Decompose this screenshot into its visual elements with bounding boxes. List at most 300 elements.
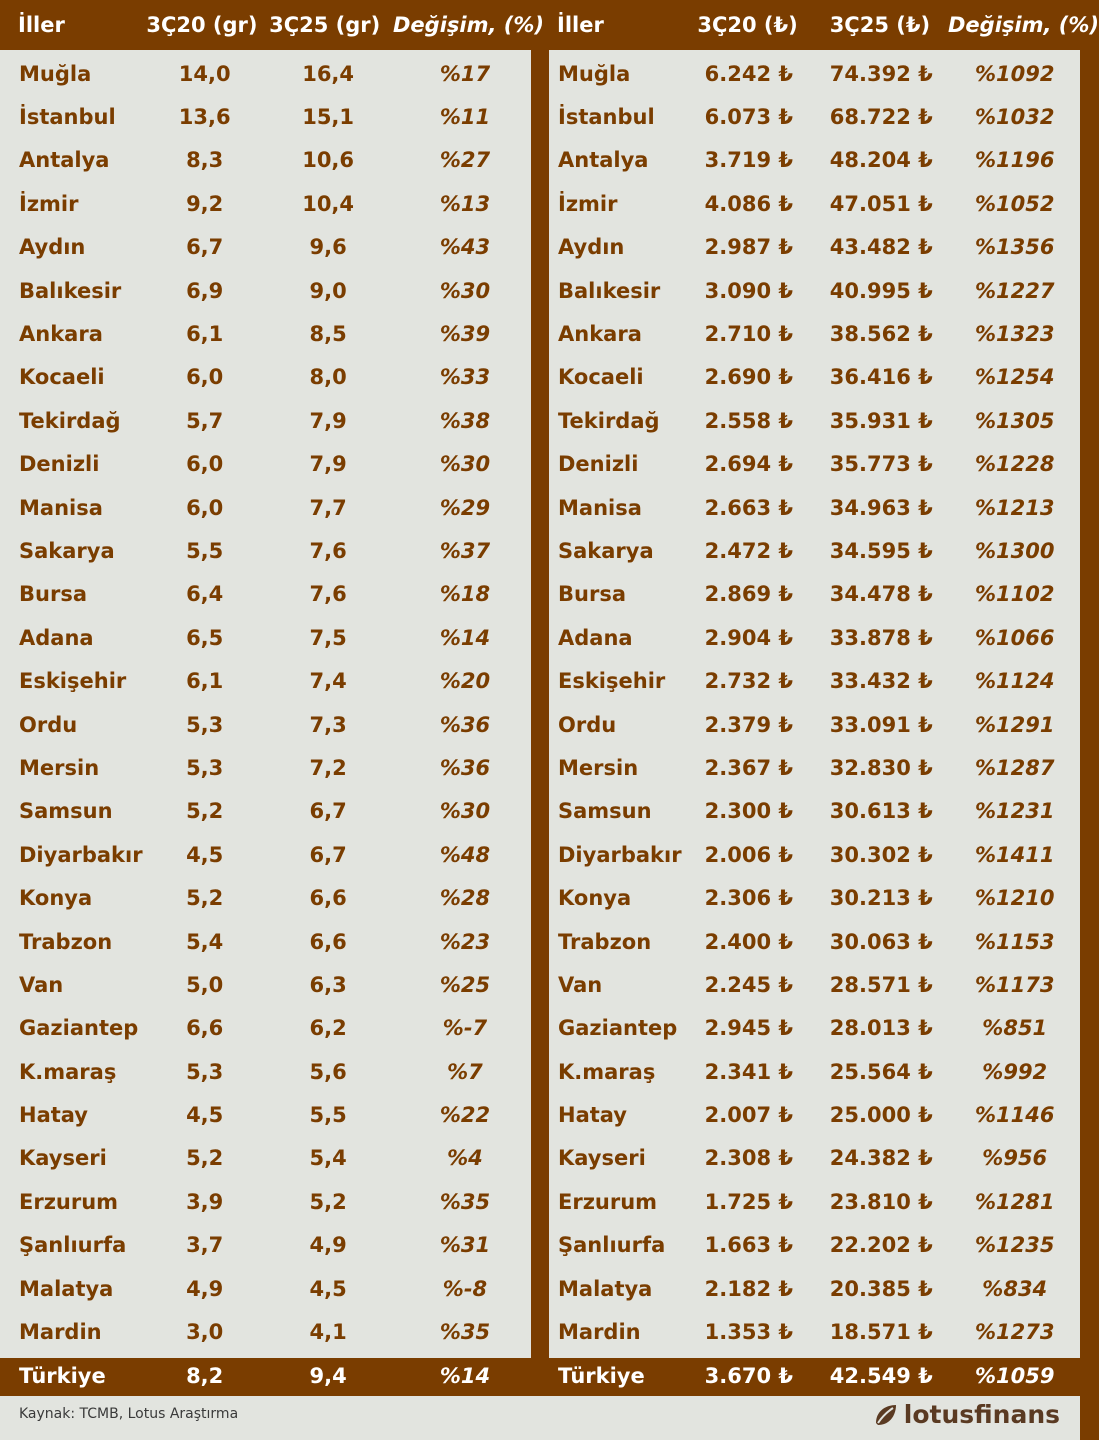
table-row [549, 139, 1080, 182]
city-cell: Adana [19, 625, 94, 650]
change-cell: %1300 [975, 538, 1055, 563]
header-cell: Değişim, (%) [393, 13, 545, 37]
value-cell: 10,4 [302, 191, 355, 216]
total-value: 42.549 ₺ [829, 1364, 933, 1388]
value-cell: 7,2 [309, 755, 347, 780]
table-row [0, 52, 531, 95]
change-cell: %1231 [975, 799, 1055, 824]
change-cell: %43 [439, 235, 491, 260]
change-cell: %1281 [975, 1189, 1055, 1214]
value-cell: 7,3 [309, 712, 347, 737]
change-cell: %-8 [442, 1276, 488, 1301]
value-cell: 28.013 ₺ [829, 1016, 933, 1041]
table-row [0, 833, 531, 876]
value-cell: 5,2 [186, 1146, 224, 1171]
change-cell: %48 [439, 842, 491, 867]
change-cell: %36 [439, 755, 491, 780]
value-cell: 74.392 ₺ [829, 61, 933, 86]
change-cell: %-7 [442, 1016, 488, 1041]
change-cell: %25 [439, 972, 491, 997]
table-row [0, 659, 531, 702]
city-cell: Muğla [19, 61, 92, 86]
change-cell: %1235 [975, 1233, 1055, 1258]
value-cell: 30.063 ₺ [829, 929, 933, 954]
value-cell: 5,7 [186, 408, 224, 433]
value-cell: 33.091 ₺ [829, 712, 933, 737]
change-cell: %31 [439, 1233, 491, 1258]
change-cell: %35 [439, 1189, 491, 1214]
value-cell: 4,5 [309, 1276, 347, 1301]
table-row [0, 1224, 531, 1267]
city-cell: Malatya [19, 1276, 114, 1301]
city-cell: Ankara [558, 322, 642, 347]
city-cell: İstanbul [19, 105, 116, 130]
change-cell: %18 [439, 582, 491, 607]
change-cell: %28 [439, 886, 491, 911]
value-cell: 6,2 [309, 1016, 347, 1041]
city-cell: Kocaeli [19, 365, 105, 390]
city-cell: K.maraş [558, 1059, 656, 1084]
value-cell: 6,3 [309, 972, 347, 997]
table-row [549, 746, 1080, 789]
change-cell: %1196 [975, 148, 1055, 173]
table-row [549, 52, 1080, 95]
change-cell: %11 [439, 105, 491, 130]
value-cell: 5,0 [186, 972, 224, 997]
value-cell: 1.353 ₺ [704, 1320, 793, 1345]
value-cell: 5,2 [186, 799, 224, 824]
table-row [549, 790, 1080, 833]
value-cell: 6.242 ₺ [704, 61, 793, 86]
table-row [549, 399, 1080, 442]
table-row [0, 226, 531, 269]
table-row [549, 182, 1080, 225]
table-row [0, 1310, 531, 1353]
city-cell: Eskişehir [19, 669, 127, 694]
left-total-row [0, 1358, 531, 1394]
value-cell: 5,3 [186, 1059, 224, 1084]
city-cell: Hatay [558, 1103, 627, 1128]
table-row [0, 573, 531, 616]
table-row [549, 1180, 1080, 1223]
value-cell: 2.710 ₺ [704, 322, 793, 347]
value-cell: 4,1 [309, 1320, 347, 1345]
city-cell: Gaziantep [19, 1016, 139, 1041]
change-cell: %22 [439, 1103, 491, 1128]
value-cell: 5,4 [186, 929, 224, 954]
table-row [549, 226, 1080, 269]
city-cell: Konya [558, 886, 632, 911]
table-row [0, 1007, 531, 1050]
change-cell: %1213 [975, 495, 1055, 520]
change-cell: %1173 [975, 972, 1055, 997]
value-cell: 2.367 ₺ [704, 755, 793, 780]
right-table-header [549, 0, 1099, 50]
total-value: 8,2 [186, 1364, 224, 1388]
city-cell: Şanlıurfa [558, 1233, 666, 1258]
change-cell: %1228 [975, 452, 1055, 477]
table-row [0, 963, 531, 1006]
value-cell: 9,2 [186, 191, 224, 216]
table-row [549, 659, 1080, 702]
city-cell: Samsun [19, 799, 113, 824]
total-city: Türkiye [558, 1364, 645, 1388]
change-cell: %1102 [975, 582, 1055, 607]
value-cell: 7,5 [309, 625, 347, 650]
value-cell: 4,9 [186, 1276, 224, 1301]
table-row [549, 95, 1080, 138]
city-cell: Samsun [558, 799, 652, 824]
city-cell: Mersin [558, 755, 639, 780]
change-cell: %33 [439, 365, 491, 390]
table-row [0, 1180, 531, 1223]
change-cell: %14 [439, 625, 491, 650]
change-cell: %30 [439, 799, 491, 824]
city-cell: İstanbul [558, 105, 655, 130]
table-row [549, 312, 1080, 355]
value-cell: 15,1 [302, 105, 355, 130]
change-cell: %956 [982, 1146, 1048, 1171]
table-row [549, 1224, 1080, 1267]
value-cell: 2.308 ₺ [704, 1146, 793, 1171]
city-cell: Aydın [558, 235, 625, 260]
table-row [0, 790, 531, 833]
city-cell: Kayseri [19, 1146, 107, 1171]
value-cell: 1.663 ₺ [704, 1233, 793, 1258]
table-row [549, 573, 1080, 616]
city-cell: Şanlıurfa [19, 1233, 127, 1258]
value-cell: 47.051 ₺ [829, 191, 933, 216]
value-cell: 5,5 [186, 538, 224, 563]
value-cell: 2.245 ₺ [704, 972, 793, 997]
city-cell: Van [558, 972, 603, 997]
value-cell: 30.613 ₺ [829, 799, 933, 824]
table-row [0, 182, 531, 225]
change-cell: %36 [439, 712, 491, 737]
change-cell: %1287 [975, 755, 1055, 780]
value-cell: 2.558 ₺ [704, 408, 793, 433]
city-cell: Denizli [558, 452, 639, 477]
city-cell: Erzurum [558, 1189, 658, 1214]
value-cell: 40.995 ₺ [829, 278, 933, 303]
table-row [549, 920, 1080, 963]
value-cell: 6,7 [309, 799, 347, 824]
change-cell: %7 [447, 1059, 483, 1084]
city-cell: Sakarya [19, 538, 115, 563]
city-cell: Antalya [558, 148, 649, 173]
value-cell: 6,4 [186, 582, 224, 607]
value-cell: 28.571 ₺ [829, 972, 933, 997]
value-cell: 5,2 [309, 1189, 347, 1214]
table-row [549, 1137, 1080, 1180]
city-cell: Antalya [19, 148, 110, 173]
city-cell: Eskişehir [558, 669, 666, 694]
value-cell: 2.732 ₺ [704, 669, 793, 694]
value-cell: 2.945 ₺ [704, 1016, 793, 1041]
change-cell: %39 [439, 322, 491, 347]
value-cell: 1.725 ₺ [704, 1189, 793, 1214]
total-value: 9,4 [309, 1364, 347, 1388]
table-row [0, 443, 531, 486]
city-cell: Trabzon [19, 929, 113, 954]
value-cell: 2.006 ₺ [704, 842, 793, 867]
city-cell: Malatya [558, 1276, 653, 1301]
table-row [0, 920, 531, 963]
value-cell: 2.694 ₺ [704, 452, 793, 477]
city-cell: Sakarya [558, 538, 654, 563]
value-cell: 33.432 ₺ [829, 669, 933, 694]
value-cell: 2.904 ₺ [704, 625, 793, 650]
change-cell: %1305 [975, 408, 1055, 433]
city-cell: Trabzon [558, 929, 652, 954]
table-row [549, 1310, 1080, 1353]
change-cell: %992 [982, 1059, 1048, 1084]
value-cell: 6,6 [309, 929, 347, 954]
table-row [0, 1093, 531, 1136]
value-cell: 4,5 [186, 1103, 224, 1128]
value-cell: 22.202 ₺ [829, 1233, 933, 1258]
table-row [0, 1050, 531, 1093]
value-cell: 48.204 ₺ [829, 148, 933, 173]
value-cell: 20.385 ₺ [829, 1276, 933, 1301]
table-row [549, 1050, 1080, 1093]
value-cell: 4,5 [186, 842, 224, 867]
table-row [549, 443, 1080, 486]
city-cell: Bursa [558, 582, 626, 607]
value-cell: 25.564 ₺ [829, 1059, 933, 1084]
city-cell: Tekirdağ [19, 408, 121, 433]
value-cell: 7,4 [309, 669, 347, 694]
value-cell: 7,9 [309, 452, 347, 477]
value-cell: 5,5 [309, 1103, 347, 1128]
header-cell: Değişim, (%) [948, 13, 1099, 37]
value-cell: 9,6 [309, 235, 347, 260]
table-row [0, 356, 531, 399]
value-cell: 2.690 ₺ [704, 365, 793, 390]
brand-logo [872, 1400, 1060, 1429]
value-cell: 6,7 [186, 235, 224, 260]
value-cell: 2.663 ₺ [704, 495, 793, 520]
value-cell: 34.478 ₺ [829, 582, 933, 607]
city-cell: Mersin [19, 755, 100, 780]
value-cell: 36.416 ₺ [829, 365, 933, 390]
table-row [0, 529, 531, 572]
city-cell: Van [19, 972, 64, 997]
value-cell: 38.562 ₺ [829, 322, 933, 347]
city-cell: Kayseri [558, 1146, 646, 1171]
total-value: 3.670 ₺ [704, 1364, 793, 1388]
value-cell: 2.472 ₺ [704, 538, 793, 563]
change-cell: %1153 [975, 929, 1055, 954]
table-row [0, 746, 531, 789]
change-cell: %1052 [975, 191, 1055, 216]
value-cell: 33.878 ₺ [829, 625, 933, 650]
city-cell: Balıkesir [19, 278, 122, 303]
table-row [0, 312, 531, 355]
value-cell: 14,0 [178, 61, 231, 86]
city-cell: K.maraş [19, 1059, 117, 1084]
value-cell: 6,0 [186, 495, 224, 520]
left-table-body [0, 52, 531, 1354]
value-cell: 6,6 [186, 1016, 224, 1041]
right-total-row [549, 1358, 1080, 1394]
city-cell: Manisa [558, 495, 642, 520]
change-cell: %1032 [975, 105, 1055, 130]
city-cell: Mardin [19, 1320, 102, 1345]
value-cell: 5,3 [186, 755, 224, 780]
value-cell: 2.007 ₺ [704, 1103, 793, 1128]
table-row [0, 95, 531, 138]
value-cell: 5,6 [309, 1059, 347, 1084]
change-cell: %1124 [975, 669, 1055, 694]
total-change: %14 [439, 1364, 491, 1388]
city-cell: Aydın [19, 235, 86, 260]
change-cell: %30 [439, 278, 491, 303]
right-table-body [549, 52, 1080, 1354]
logo-text: lotusfinans [903, 1400, 1060, 1429]
value-cell: 16,4 [302, 61, 355, 86]
city-cell: Denizli [19, 452, 100, 477]
value-cell: 3,0 [186, 1320, 224, 1345]
lotus-leaf-icon [872, 1401, 900, 1429]
value-cell: 13,6 [178, 105, 231, 130]
value-cell: 34.963 ₺ [829, 495, 933, 520]
value-cell: 6,7 [309, 842, 347, 867]
city-cell: Diyarbakır [558, 842, 682, 867]
table-row [549, 876, 1080, 919]
table-row [549, 616, 1080, 659]
value-cell: 8,3 [186, 148, 224, 173]
city-cell: Ordu [558, 712, 617, 737]
value-cell: 6,5 [186, 625, 224, 650]
table-row [0, 616, 531, 659]
value-cell: 7,6 [309, 582, 347, 607]
value-cell: 2.300 ₺ [704, 799, 793, 824]
table-row [549, 1267, 1080, 1310]
value-cell: 6,1 [186, 322, 224, 347]
value-cell: 3,9 [186, 1189, 224, 1214]
city-cell: Adana [558, 625, 633, 650]
change-cell: %17 [439, 61, 491, 86]
change-cell: %1254 [975, 365, 1055, 390]
table-row [0, 399, 531, 442]
value-cell: 8,5 [309, 322, 347, 347]
change-cell: %1092 [975, 61, 1055, 86]
value-cell: 34.595 ₺ [829, 538, 933, 563]
value-cell: 30.302 ₺ [829, 842, 933, 867]
header-cell: 3Ç20 (gr) [146, 13, 258, 37]
change-cell: %1323 [975, 322, 1055, 347]
city-cell: Ordu [19, 712, 78, 737]
value-cell: 7,6 [309, 538, 347, 563]
change-cell: %1210 [975, 886, 1055, 911]
city-cell: İzmir [19, 191, 79, 216]
value-cell: 24.382 ₺ [829, 1146, 933, 1171]
value-cell: 3.090 ₺ [704, 278, 793, 303]
header-cell: 3Ç25 (gr) [269, 13, 381, 37]
value-cell: 2.341 ₺ [704, 1059, 793, 1084]
change-cell: %13 [439, 191, 491, 216]
city-cell: Diyarbakır [19, 842, 143, 867]
value-cell: 6.073 ₺ [704, 105, 793, 130]
header-cell: 3Ç20 (₺) [697, 13, 798, 37]
change-cell: %1273 [975, 1320, 1055, 1345]
change-cell: %27 [439, 148, 491, 173]
value-cell: 3.719 ₺ [704, 148, 793, 173]
change-cell: %1291 [975, 712, 1055, 737]
value-cell: 2.379 ₺ [704, 712, 793, 737]
table-row [0, 1267, 531, 1310]
left-table-header [0, 0, 545, 50]
value-cell: 25.000 ₺ [829, 1103, 933, 1128]
city-cell: İzmir [558, 191, 618, 216]
value-cell: 6,0 [186, 452, 224, 477]
source-note: Kaynak: TCMB, Lotus Araştırma [19, 1406, 239, 1422]
table-row [549, 356, 1080, 399]
value-cell: 18.571 ₺ [829, 1320, 933, 1345]
change-cell: %30 [439, 452, 491, 477]
value-cell: 4,9 [309, 1233, 347, 1258]
city-cell: Balıkesir [558, 278, 661, 303]
value-cell: 6,0 [186, 365, 224, 390]
table-row [549, 269, 1080, 312]
value-cell: 8,0 [309, 365, 347, 390]
value-cell: 35.931 ₺ [829, 408, 933, 433]
change-cell: %834 [982, 1276, 1048, 1301]
value-cell: 4.086 ₺ [704, 191, 793, 216]
header-cell: İller [18, 13, 65, 37]
change-cell: %23 [439, 929, 491, 954]
header-cell: 3Ç25 (₺) [829, 13, 931, 37]
change-cell: %4 [447, 1146, 483, 1171]
value-cell: 2.306 ₺ [704, 886, 793, 911]
change-cell: %1356 [975, 235, 1055, 260]
change-cell: %29 [439, 495, 491, 520]
total-change: %1059 [975, 1364, 1055, 1388]
value-cell: 5,2 [186, 886, 224, 911]
city-cell: Erzurum [19, 1189, 119, 1214]
value-cell: 30.213 ₺ [829, 886, 933, 911]
value-cell: 2.400 ₺ [704, 929, 793, 954]
city-cell: Hatay [19, 1103, 88, 1128]
value-cell: 68.722 ₺ [829, 105, 933, 130]
change-cell: %1411 [975, 842, 1055, 867]
change-cell: %37 [439, 538, 491, 563]
table-row [549, 1007, 1080, 1050]
value-cell: 2.987 ₺ [704, 235, 793, 260]
value-cell: 7,7 [309, 495, 347, 520]
value-cell: 23.810 ₺ [829, 1189, 933, 1214]
city-cell: Kocaeli [558, 365, 644, 390]
table-row [0, 703, 531, 746]
table-row [0, 1137, 531, 1180]
value-cell: 32.830 ₺ [829, 755, 933, 780]
value-cell: 3,7 [186, 1233, 224, 1258]
change-cell: %20 [439, 669, 491, 694]
table-row [549, 1093, 1080, 1136]
value-cell: 9,0 [309, 278, 347, 303]
footer [0, 1396, 1080, 1440]
value-cell: 6,1 [186, 669, 224, 694]
change-cell: %851 [982, 1016, 1048, 1041]
value-cell: 43.482 ₺ [829, 235, 933, 260]
city-cell: Ankara [19, 322, 103, 347]
value-cell: 5,4 [309, 1146, 347, 1171]
table-row [549, 703, 1080, 746]
table-row [0, 876, 531, 919]
table-row [0, 486, 531, 529]
city-cell: Tekirdağ [558, 408, 660, 433]
